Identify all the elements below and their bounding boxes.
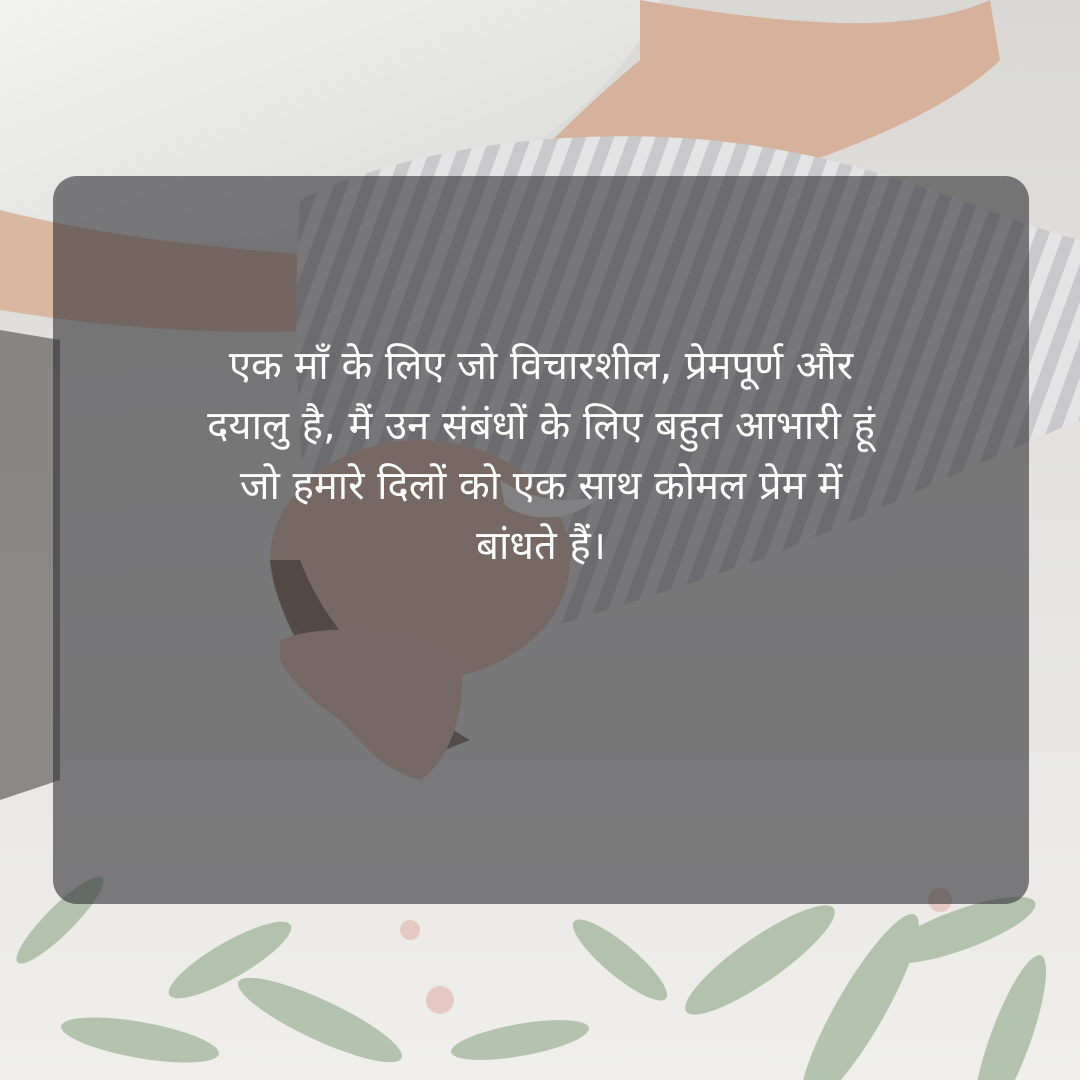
quote-line: जो हमारे दिलों को एक साथ कोमल प्रेम में — [239, 463, 843, 509]
quote-line: दयालु है, मैं उन संबंधों के लिए बहुत आभारी हूं — [207, 403, 875, 449]
quote-line: बांधते हैं। — [476, 523, 606, 569]
quote-line: एक माँ के लिए जो विचारशील, प्रेमपूर्ण और — [228, 343, 854, 389]
quote-text — [53, 336, 1029, 576]
